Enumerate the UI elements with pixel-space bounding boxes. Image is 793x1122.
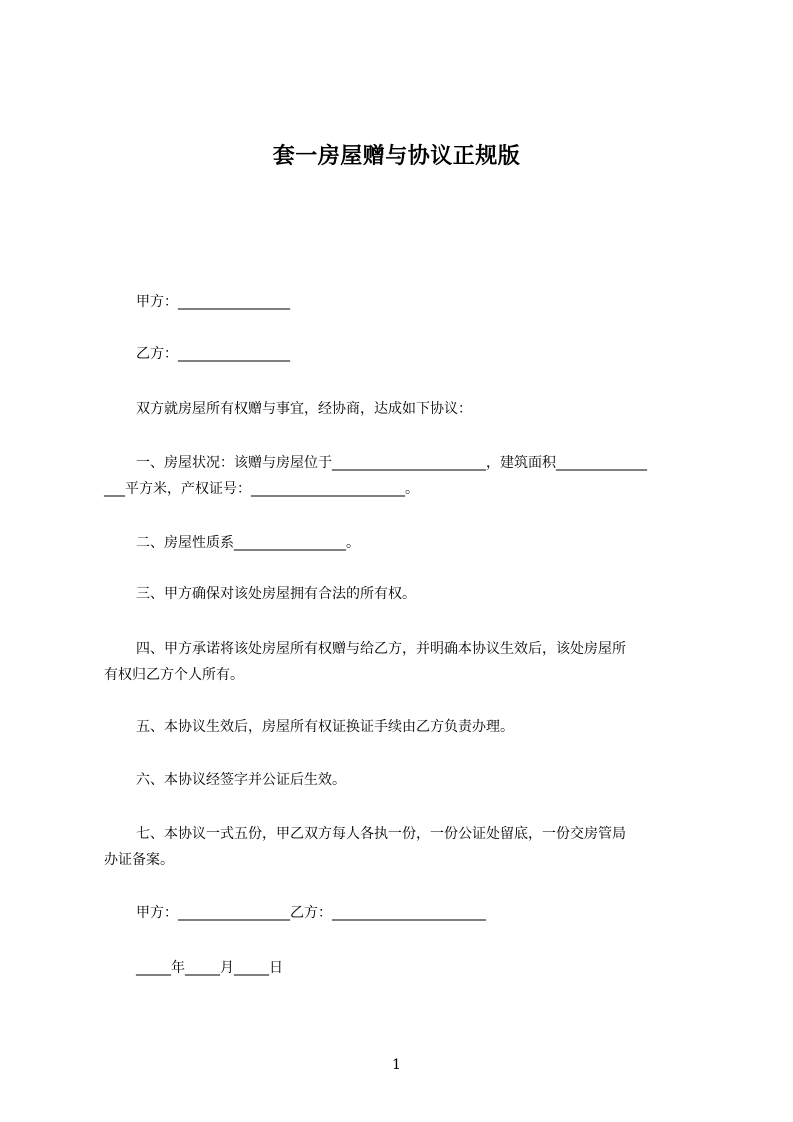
clause-4-line-1: 四、甲方承诺将该处房屋所有权赠与给乙方，并明确本协议生效后，该处房屋所 [136,641,626,657]
clause-3: 三、甲方确保对该处房屋拥有合法的所有权。 [136,586,416,602]
signature-line: 甲方：________________乙方：______________________ [136,905,486,921]
party-a-line: 甲方：________________ [136,294,290,310]
date-line: _____年_____月_____日 [136,960,283,976]
clause-4 [104,636,700,688]
clause-1-line-1: 一、房屋状况：该赠与房屋位于______________________，建筑面积_____________ [136,455,647,471]
clause-6: 六、本协议经签字并公证后生效。 [136,772,346,788]
clause-1-line-2: ___平方米，产权证号：______________________。 [104,481,419,497]
document-title: 套一房屋赠与协议正规版 [272,144,521,169]
clause-7-line-2: 办证备案。 [104,852,174,868]
clause-2: 二、房屋性质系________________。 [136,535,360,551]
intro-paragraph: 双方就房屋所有权赠与事宜，经协商，达成如下协议： [136,401,472,417]
clause-7 [104,821,700,873]
clause-4-line-2: 有权归乙方个人所有。 [104,667,244,683]
clause-7-line-1: 七、本协议一式五份，甲乙双方每人各执一份，一份公证处留底，一份交房管局 [136,826,626,842]
clause-1 [104,450,700,502]
page-number: 1 [392,1057,401,1073]
party-b-line: 乙方：________________ [136,346,290,362]
clause-5: 五、本协议生效后，房屋所有权证换证手续由乙方负责办理。 [136,719,514,735]
